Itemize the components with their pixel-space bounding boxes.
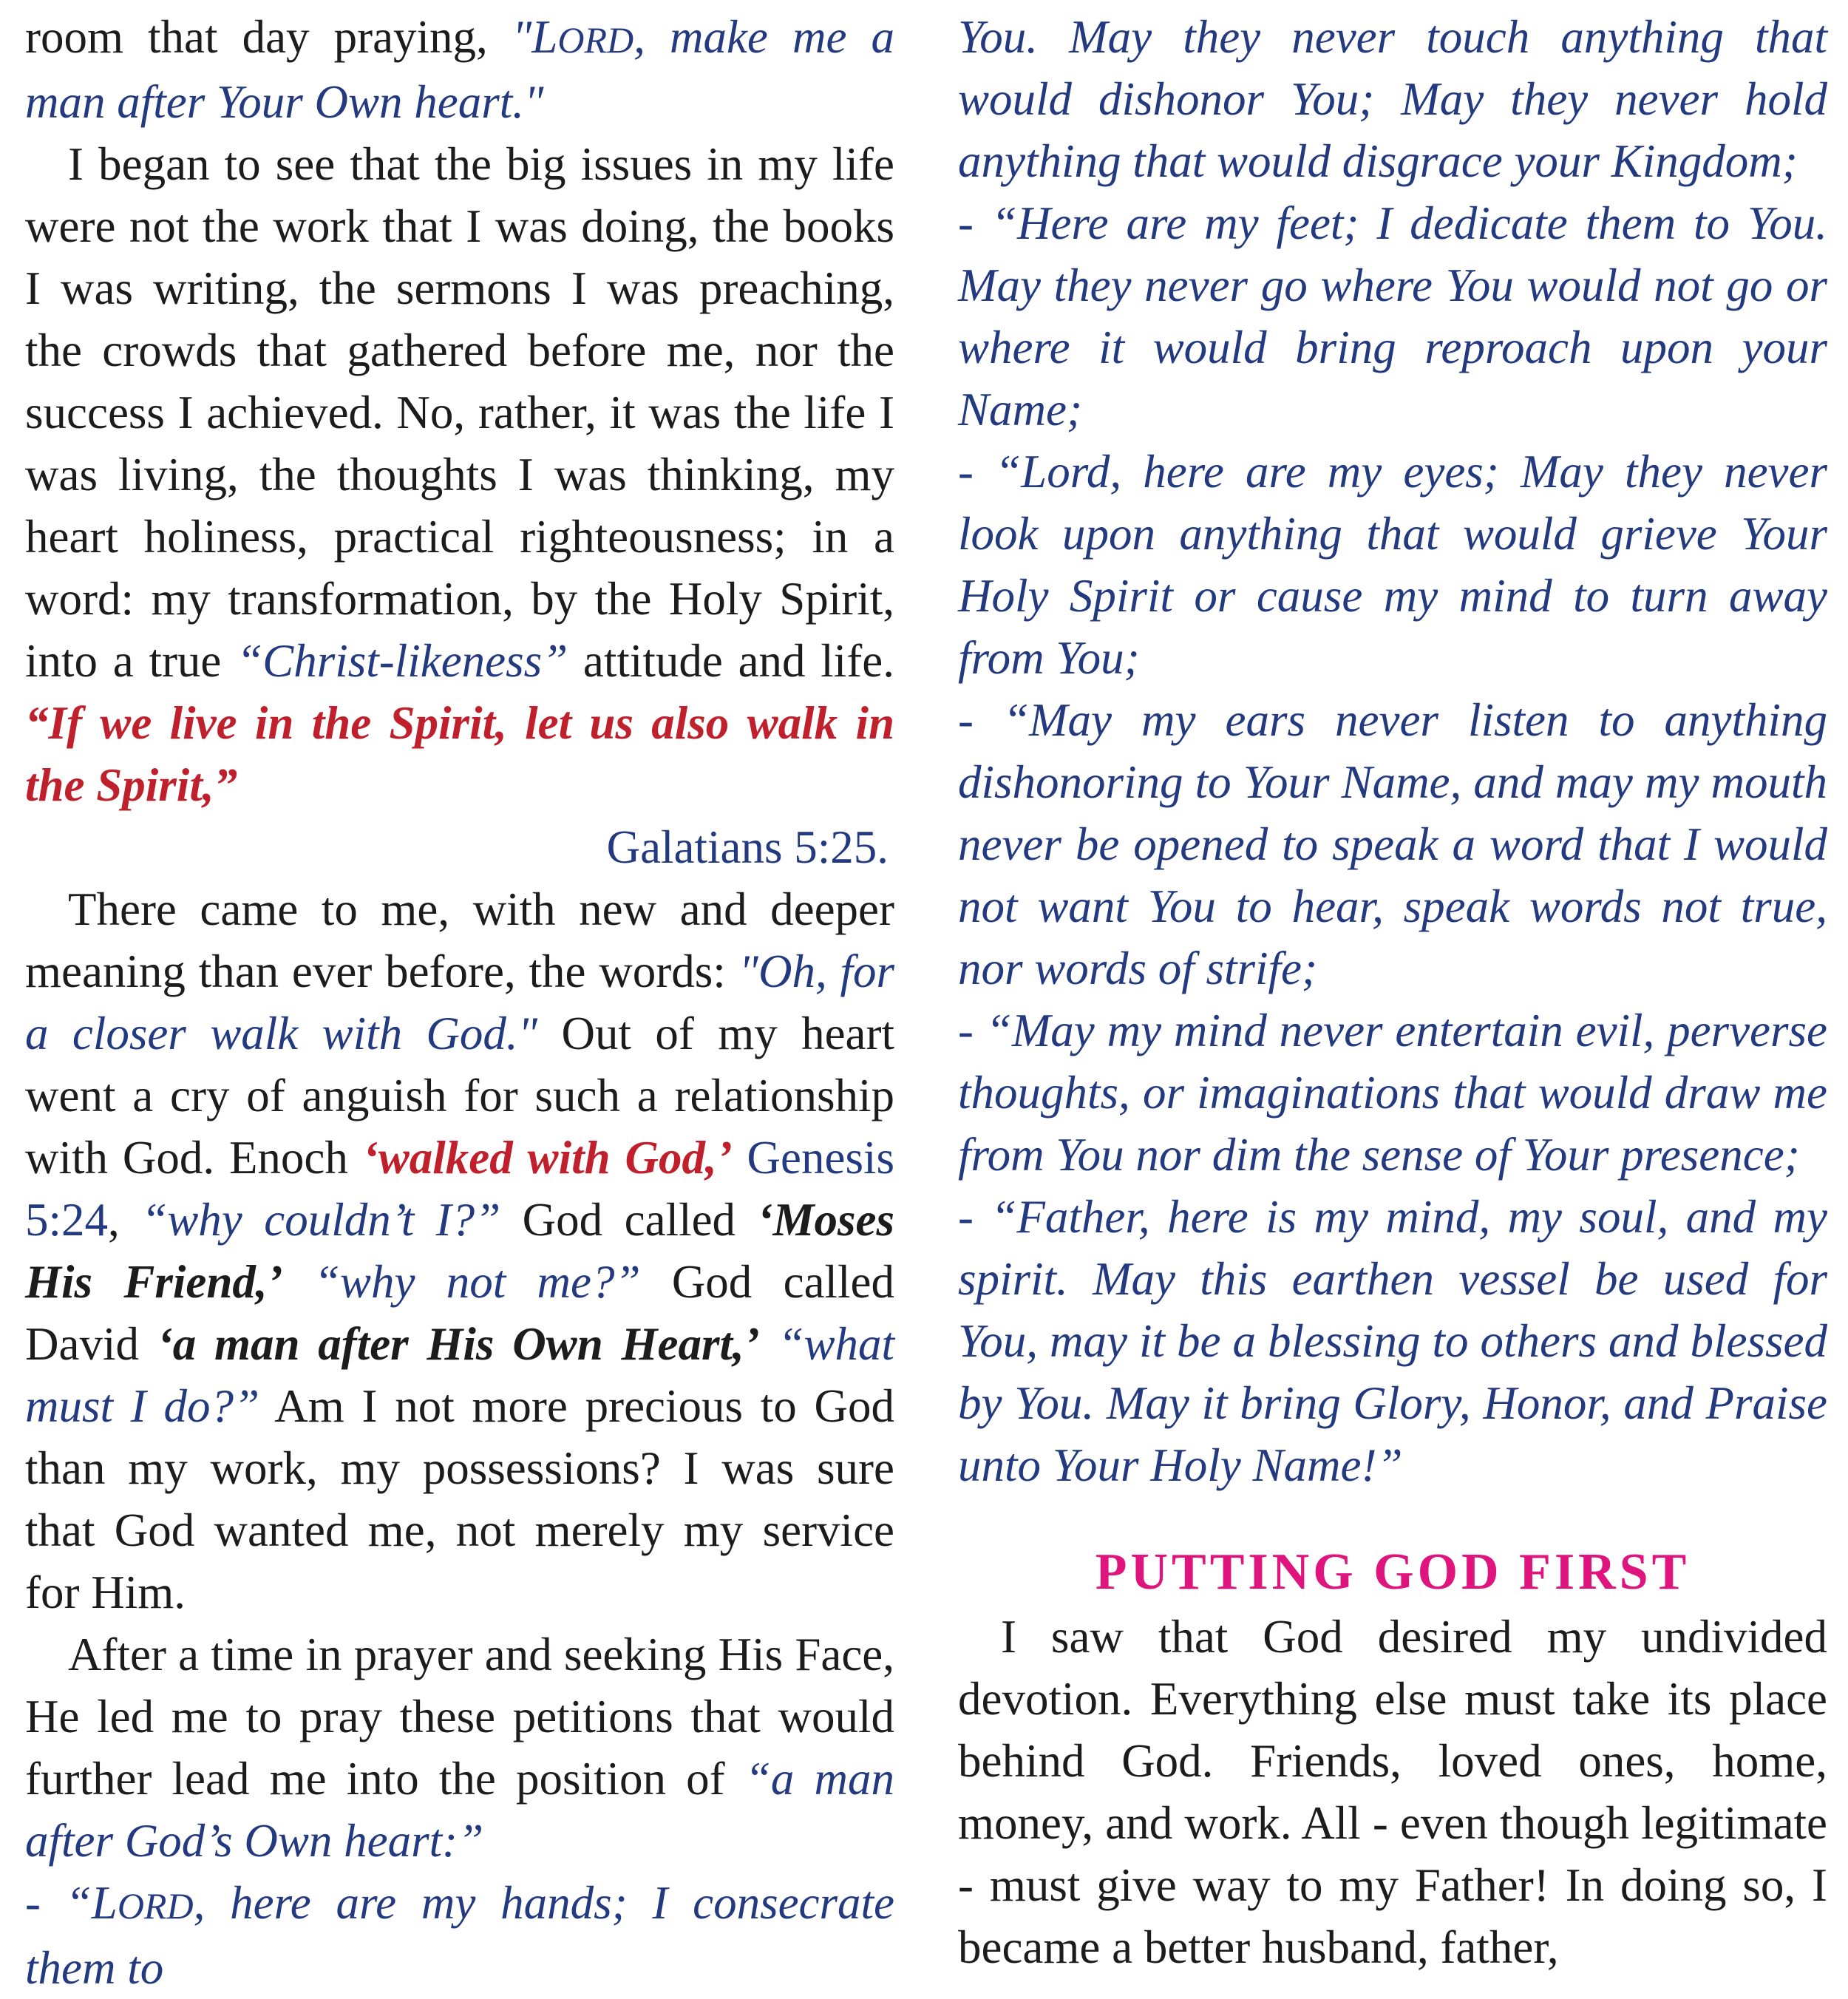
petition-text — [25, 1877, 894, 1994]
petition-spirit: - “Father, here is my mind, my soul, and my spirit. May this earthen vessel be used for You, may it be a blessing to others and blessed by You. May it bring Glory, Honor, and Praise unto Your Holy Name!” — [958, 1191, 1827, 1491]
section-heading: PUTTING GOD FIRST — [1095, 1544, 1691, 1601]
question-quote: “why couldn’t I?” — [141, 1194, 501, 1246]
text: After a time in prayer and seeking His Face, He led me to pray these petitions that would further lead me into the position of — [25, 1629, 894, 1805]
quote-gods-own-heart: “a man after God’s Own heart:” — [25, 1753, 894, 1867]
petition-mind: - “May my mind never entertain evil, perverse thoughts, or imaginations that would draw me from You nor dim the sense of Your presence; — [958, 1005, 1827, 1181]
text: Am I not more precious to God than my work, my possessions? I was sure that God wanted me, not merely my service for Him. — [25, 1380, 894, 1618]
petition-feet: - “Here are my feet; I dedicate them to You. May they never go where You would not go or where it would bring reproach upon your Name; — [958, 197, 1827, 435]
quote-text: , make me a man after Your Own heart." — [25, 11, 894, 128]
paragraph-big-issues — [25, 133, 894, 816]
quote-text: , here are my hands; I consecrate them to — [25, 1877, 894, 1994]
quote-text: “L — [65, 1877, 118, 1929]
question-quote: “why not me?” — [282, 1256, 641, 1308]
text: attitude and life. — [568, 635, 894, 687]
text: , — [108, 1194, 142, 1246]
dash: - — [25, 1877, 66, 1929]
scripture-reference: Galatians 5:25. — [606, 821, 889, 873]
right-column — [958, 6, 1827, 1978]
quote-smallcaps: ORD — [557, 19, 634, 61]
scripture-quote: ‘walked with God,’ — [362, 1132, 733, 1184]
petition-hands — [25, 1872, 894, 1999]
quote-smallcaps: ORD — [117, 1885, 194, 1927]
emphasis-quote: ‘Moses His Friend,’ — [25, 1194, 895, 1308]
paragraph-opening — [25, 6, 894, 133]
paragraph-undivided-devotion: I saw that God desired my undivided devotion. Everything else must take its place behind God. Friends, loved ones, home, money, and work. All - even though legitimate - must give way to my Father! In doing so, I became a better husband, father, — [958, 1611, 1827, 1973]
text: Out of my heart went a cry of anguish for such a relationship with God. Enoch — [25, 1008, 894, 1184]
text: God called — [500, 1194, 758, 1246]
emphasis-quote: ‘a man after His Own Heart,’ — [157, 1318, 760, 1370]
quote-christ-likeness: “Christ-likeness” — [237, 635, 568, 687]
left-column — [25, 6, 894, 1999]
text: There came to me, with new and deeper meaning than ever before, the words: — [25, 883, 894, 997]
scripture-reference: Genesis 5:24 — [25, 1132, 894, 1246]
text: I began to see that the big issues in my life were not the work that I was doing, the books I was writing, the sermons I was preaching, the crowds that gathered before me, nor the success I achieved. No, rather, it was the life I was living, the thoughts I was thinking, my heart holiness, practical righteousness; in a word: my transformation, by the Holy Spirit, into a true — [25, 138, 894, 687]
quote-text: "L — [512, 11, 558, 63]
scripture-quote: “If we live in the Spirit, let us also walk in the Spirit,” — [25, 697, 894, 811]
petition-eyes: - “Lord, here are my eyes; May they never look upon anything that would grieve Your Holy Spirit or cause my mind to turn away from You; — [958, 446, 1827, 684]
paragraph-prayer-intro — [25, 1623, 894, 1872]
petition-hands-cont: You. May they never touch anything that would dishonor You; May they never hold anything that would disgrace your Kingdom; — [958, 11, 1827, 187]
question-quote: “what must I do?” — [25, 1318, 895, 1432]
paragraph-closer-walk — [25, 878, 894, 1623]
text: God called David — [25, 1256, 894, 1370]
petition-ears-mouth: - “May my ears never listen to anything dishonoring to Your Name, and may my mouth never be opened to speak a word that I would not want You to hear, speak words not true, nor words of strife; — [958, 694, 1827, 994]
text: room that day praying, — [25, 11, 512, 63]
quote-closer-walk: "Oh, for a closer walk with God." — [25, 946, 894, 1059]
